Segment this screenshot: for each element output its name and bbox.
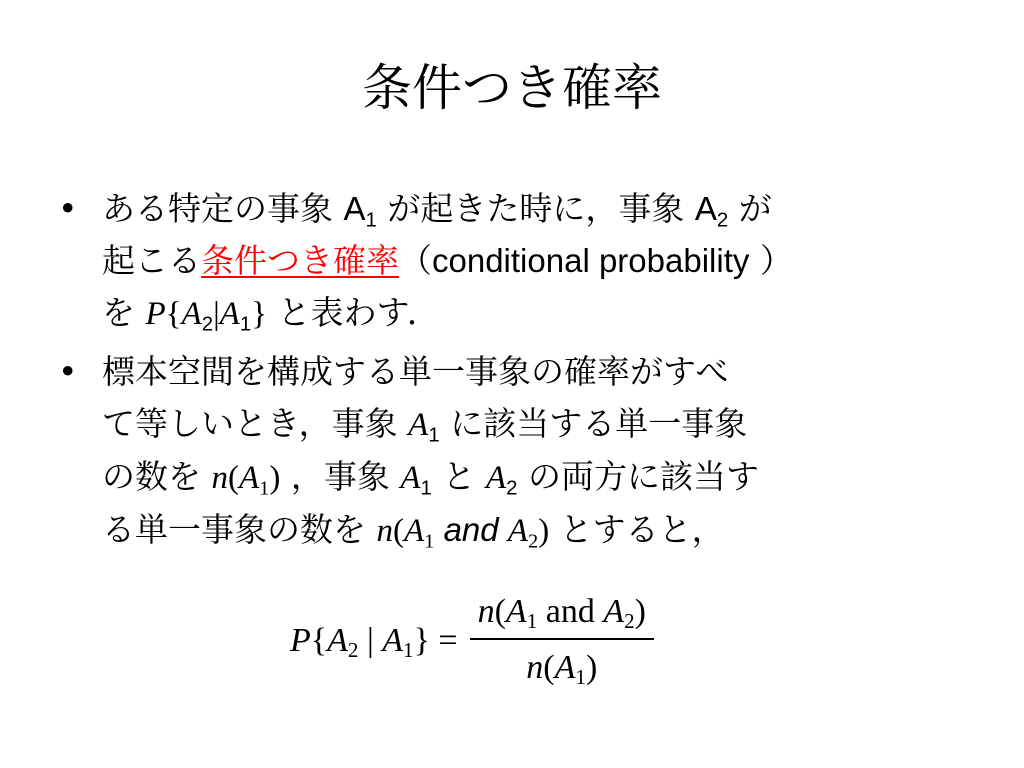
bullet-line xyxy=(102,183,978,235)
math-inline: $n(A_1$ and $A_2$) xyxy=(376,511,550,553)
bullet-dot: • xyxy=(58,352,78,391)
conditional-probability-formula xyxy=(290,590,654,692)
bullet-item xyxy=(58,183,978,340)
bullet-line xyxy=(102,287,978,340)
math-inline: $P\{A_2|A_1\}$ xyxy=(145,296,268,336)
term-highlight: 条件つき確率 xyxy=(201,241,399,280)
text: （ xyxy=(399,241,432,280)
text: を xyxy=(102,293,146,332)
text: と xyxy=(431,457,486,496)
math-inline: $A_2$ xyxy=(485,460,518,500)
text: 標本空間を構成する単一事象の確率がすべ xyxy=(102,352,729,391)
text: が起きた時に，事象 xyxy=(376,189,695,228)
bullet-list xyxy=(58,183,978,557)
bullet-line xyxy=(102,504,978,557)
text: 起こる xyxy=(102,241,201,280)
text: ある特定の事象 xyxy=(102,189,344,228)
text: ，事象 xyxy=(280,457,401,496)
bullet-dot: • xyxy=(58,189,78,228)
english-term: conditional probability xyxy=(432,242,750,279)
text: の数を xyxy=(102,457,212,496)
math-inline: $A_1$ xyxy=(400,460,432,500)
text: と表わす． xyxy=(267,293,440,332)
text: の両方に該当す xyxy=(517,457,759,496)
bullet-item xyxy=(58,346,978,557)
bullet-line xyxy=(102,398,978,451)
text: る単一事象の数を xyxy=(102,510,377,549)
text: が xyxy=(728,189,772,228)
math-inline: $n(A_1)$ xyxy=(211,460,281,500)
slide-title: 条件つき確率 xyxy=(362,59,662,117)
text: に該当する単一事象 xyxy=(439,404,748,443)
denominator: $n(A_1)$ xyxy=(526,649,598,689)
bullet-line xyxy=(102,451,978,504)
text: て等しいとき，事象 xyxy=(102,404,409,443)
formula-fraction xyxy=(470,590,654,692)
bullet-line xyxy=(102,235,978,287)
numerator: $n(A_1$ and $A_2$) xyxy=(477,593,646,633)
text: ） xyxy=(749,241,793,280)
formula-lhs: $P\{A_2$ | $A_1$} = xyxy=(290,622,458,662)
event-a: $A_2$ xyxy=(694,190,729,232)
bullet-line xyxy=(102,346,978,398)
math-inline: $A_1$ xyxy=(408,407,440,447)
text: とすると， xyxy=(549,510,725,549)
event-a: $A_1$ xyxy=(343,190,377,232)
